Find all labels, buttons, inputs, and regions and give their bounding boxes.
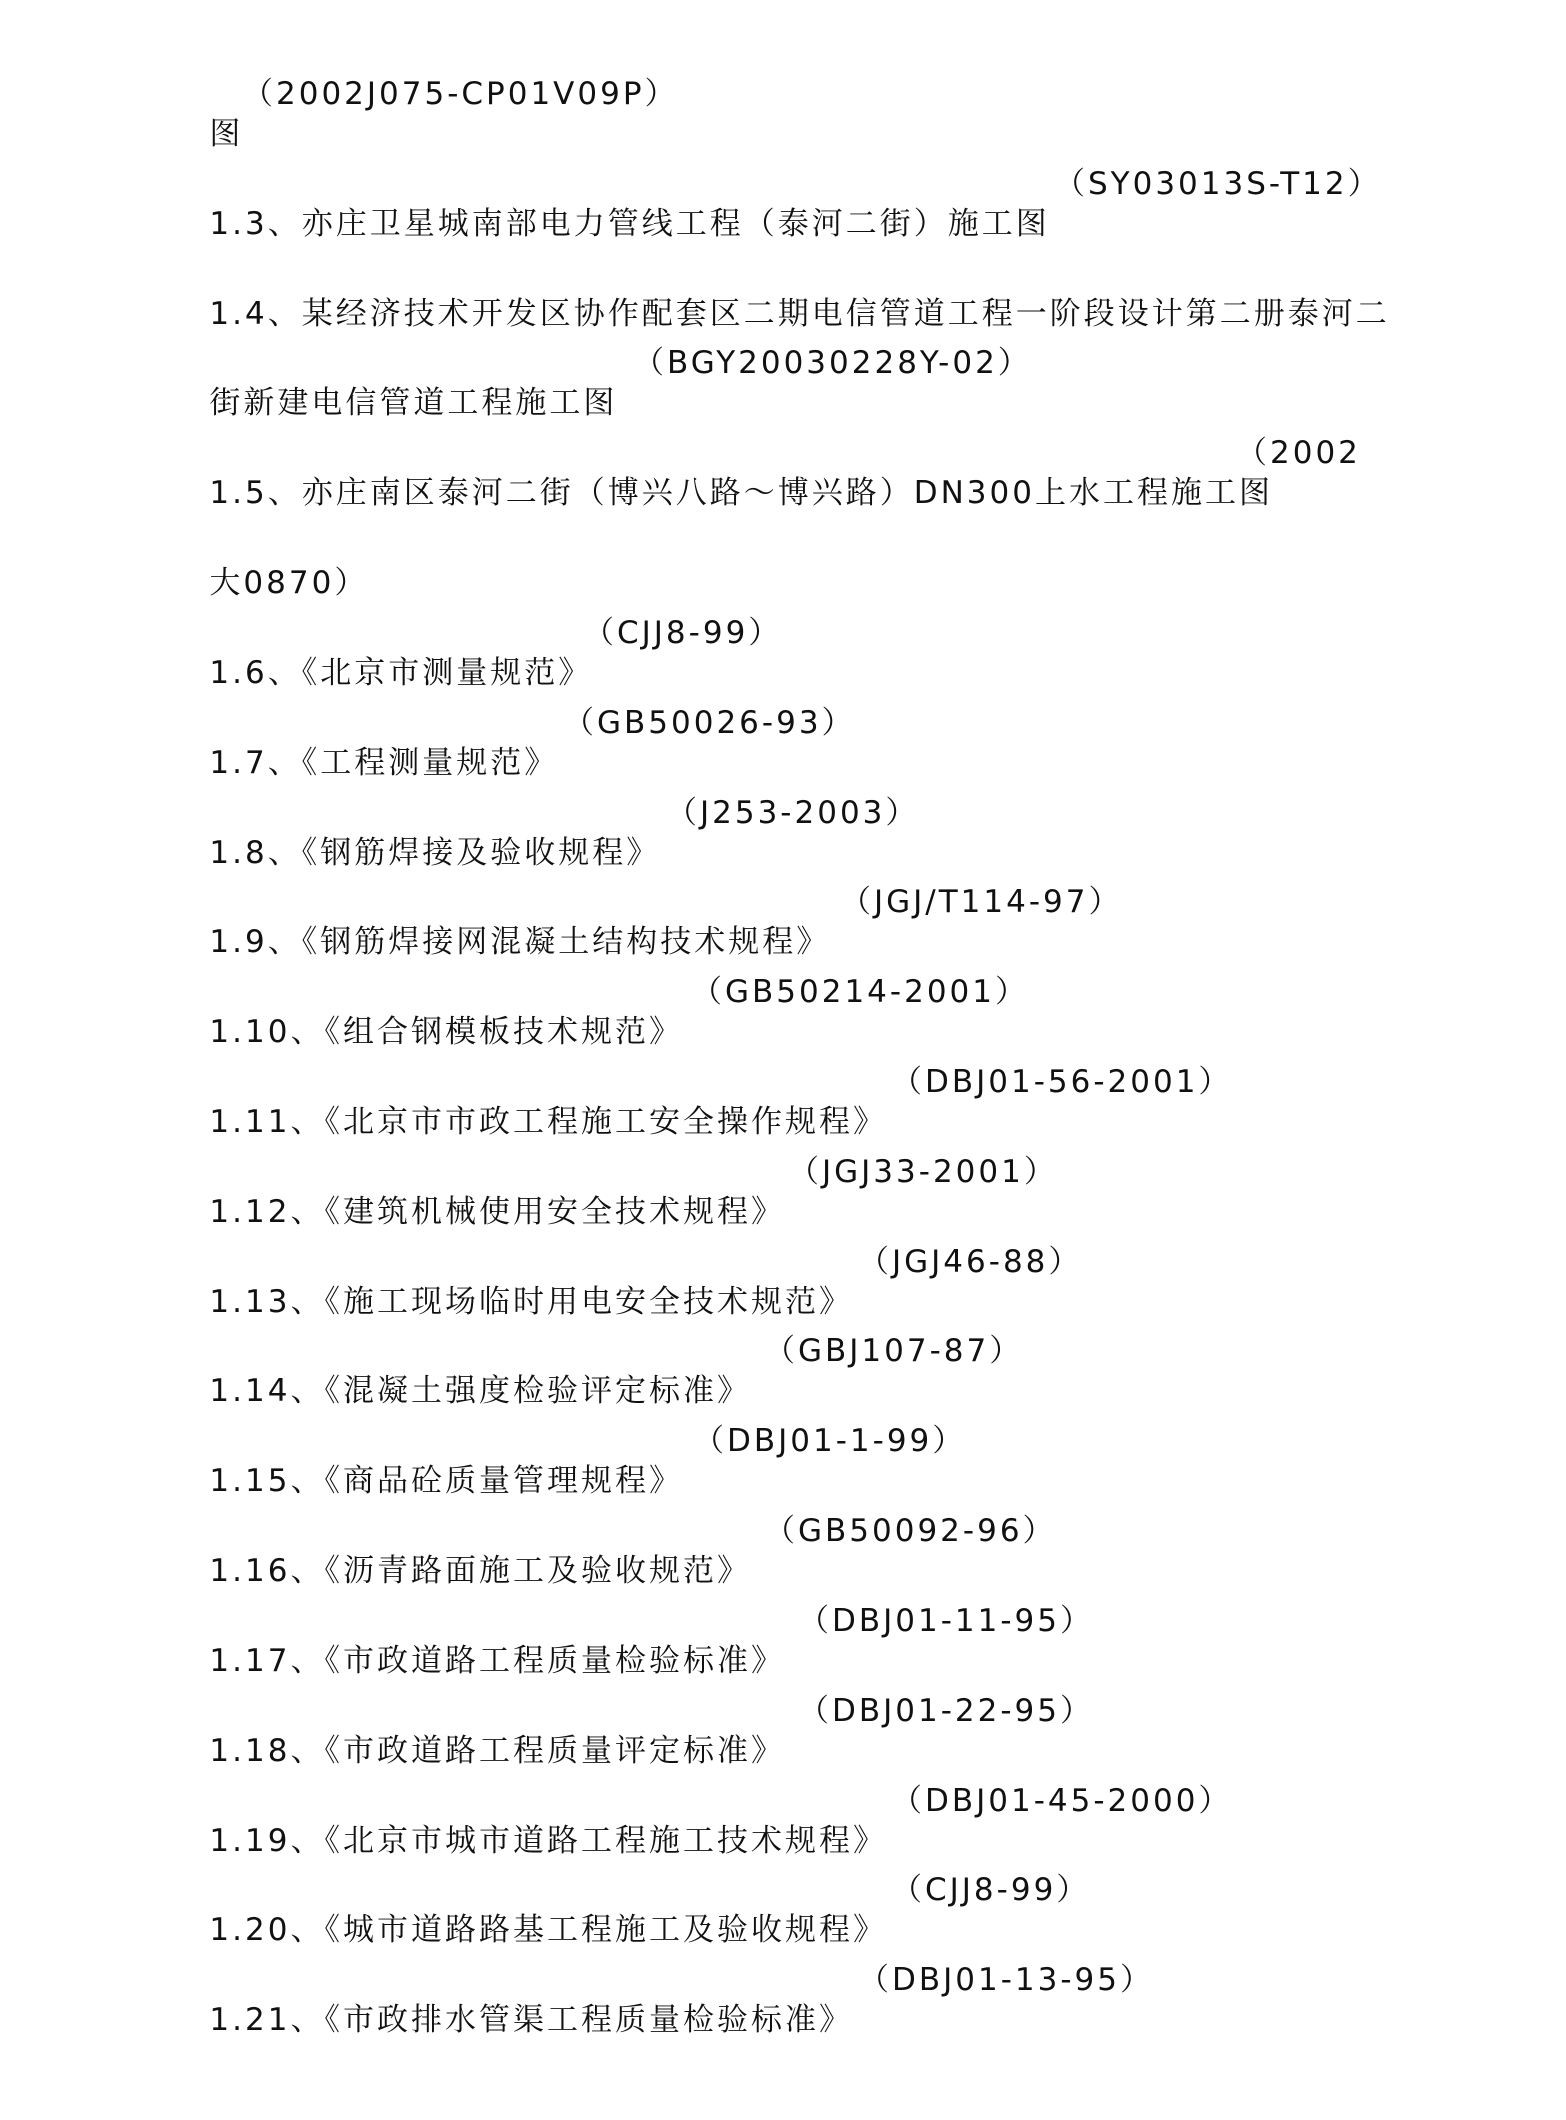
item-code: （SY03013S-T12） [1054,166,1382,202]
item-title: 1.4、某经济技术开发区协作配套区二期电信管道工程一阶段设计第二册泰河二 [209,296,1390,332]
item-code: （JGJ46-88） [858,1244,1083,1280]
item-title: 1.3、亦庄卫星城南部电力管线工程（泰河二街）施工图 [209,206,1050,242]
item-title: 1.18、《市政道路工程质量评定标准》 [209,1733,785,1769]
item-code: （2002J075-CP01V09P） [242,76,679,112]
item-title: 1.8、《钢筋焊接及验收规程》 [209,835,661,871]
item-title: 1.16、《沥青路面施工及验收规范》 [209,1553,751,1589]
item-title: 图 [209,116,244,152]
list-item [158,1960,1408,2120]
item-title: 1.9、《钢筋焊接网混凝土结构技术规程》 [209,924,831,960]
item-code: （JGJ33-2001） [788,1154,1058,1190]
item-code: （J253-2003） [666,795,920,831]
item-code: （DBJ01-1-99） [693,1423,967,1459]
item-code: （GBJ107-87） [764,1333,1024,1369]
item-code: （BGY20030228Y-02） [633,345,1032,381]
item-code: （DBJ01-11-95） [798,1603,1094,1639]
item-title: 大0870） [209,565,369,601]
item-title: 1.20、《城市道路路基工程施工及验收规程》 [209,1912,887,1948]
item-code: （GB50214-2001） [691,974,1029,1010]
item-title: 1.13、《施工现场临时用电安全技术规范》 [209,1284,853,1320]
item-code: （GB50092-96） [764,1513,1057,1549]
item-code: （2002 [1236,435,1361,471]
item-code: （JGJ/T114-97） [840,884,1123,920]
item-code: （DBJ01-22-95） [798,1693,1094,1729]
item-title: 1.12、《建筑机械使用安全技术规程》 [209,1194,785,1230]
item-title: 1.21、《市政排水管渠工程质量检验标准》 [209,2002,853,2038]
item-title: 1.7、《工程测量规范》 [209,745,559,781]
item-title: 1.5、亦庄南区泰河二街（博兴八路～博兴路）DN300上水工程施工图 [209,475,1273,511]
item-code: （GB50026-93） [563,705,856,741]
item-title: 1.10、《组合钢模板技术规范》 [209,1014,683,1050]
item-code: （CJJ8-99） [583,615,783,651]
item-code: （DBJ01-13-95） [858,1962,1154,1998]
item-title: 街新建电信管道工程施工图 [209,385,618,421]
item-title: 1.17、《市政道路工程质量检验标准》 [209,1643,785,1679]
item-title: 1.15、《商品砼质量管理规程》 [209,1463,683,1499]
item-title: 1.11、《北京市市政工程施工安全操作规程》 [209,1104,887,1140]
item-title: 1.19、《北京市城市道路工程施工技术规程》 [209,1823,887,1859]
item-code: （DBJ01-56-2001） [891,1064,1233,1100]
item-title: 1.14、《混凝土强度检验评定标准》 [209,1373,751,1409]
item-code: （CJJ8-99） [891,1872,1091,1908]
item-code: （DBJ01-45-2000） [891,1783,1233,1819]
item-title: 1.6、《北京市测量规范》 [209,655,593,691]
